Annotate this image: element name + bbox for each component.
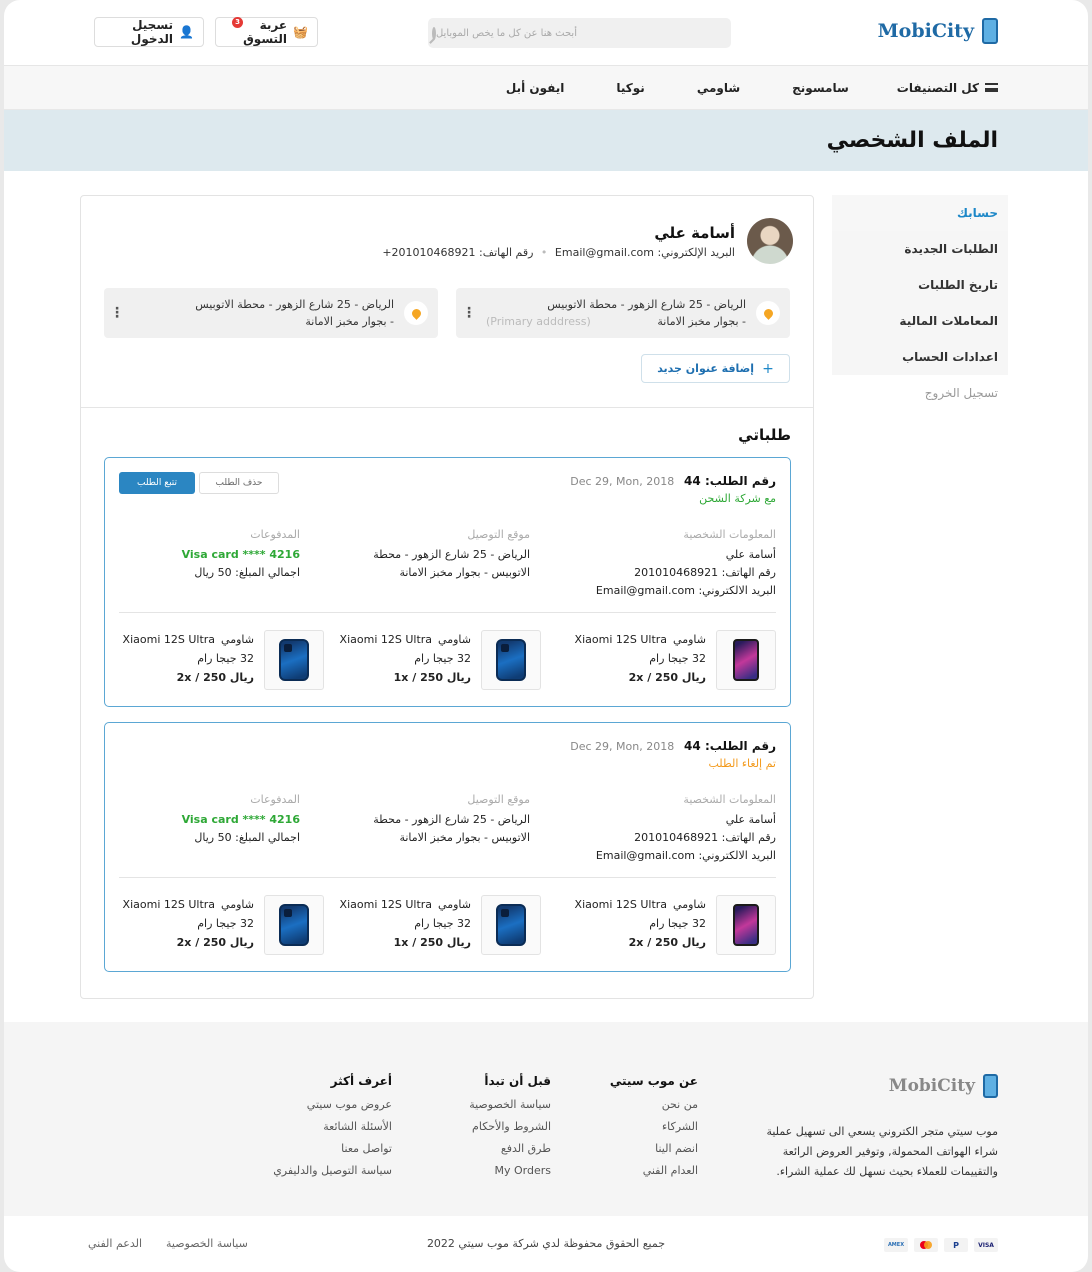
support-link[interactable]: الدعم الفني <box>88 1237 143 1250</box>
footer-link[interactable]: طرق الدفع <box>500 1142 551 1155</box>
divider <box>81 407 813 408</box>
menu-icon <box>985 83 998 92</box>
product-image <box>264 895 324 955</box>
order-products <box>119 630 776 692</box>
divider <box>119 877 776 878</box>
product-brand: شاومي <box>438 633 471 646</box>
profile-email: Email@gmail.com <box>554 245 654 259</box>
footer-link[interactable]: من نحن <box>661 1098 698 1111</box>
sidebar-item-order-history[interactable]: تاريخ الطلبات <box>832 267 1008 303</box>
product-storage: 32 جيجا رام <box>414 917 471 930</box>
user-icon: 👤 <box>179 25 194 39</box>
footer-link[interactable]: العدام الفني <box>642 1164 698 1177</box>
separator: • <box>540 245 548 259</box>
customer-name: أسامة علي <box>725 813 776 826</box>
page <box>4 0 1088 1272</box>
footer-link[interactable]: سياسة الخصوصية <box>469 1098 551 1111</box>
product-brand: شاومي <box>673 898 706 911</box>
delivery-line1: الرياض - 25 شارع الزهور - محطة <box>373 813 530 826</box>
address-line2: - بجوار مخبز الامانة <box>305 315 394 328</box>
footer-description: موب سيتي متجر الكتروني يسعي الى تسهيل عملية شراء الهواتف المحمولة, وتوفير العروض الرائعة والتقييمات للعملاء بحيث نسهل لك عملية الشراء. <box>766 1125 998 1178</box>
order-card <box>104 457 791 707</box>
login-button[interactable] <box>94 17 204 47</box>
delivery-line2: الاتوبيس - بجوار مخبز الامانة <box>399 566 530 579</box>
address-line1: الرياض - 25 شارع الزهور - محطة الاتوبيس <box>547 298 746 311</box>
footer-link[interactable]: الشركاء <box>661 1120 698 1133</box>
card-info: Visa card **** 4216 <box>181 548 300 561</box>
page-title: الملف الشخصي <box>826 128 998 153</box>
primary-address-tag: (Primary adddress) <box>486 315 591 328</box>
address-line1: الرياض - 25 شارع الزهور - محطة الاتوبيس <box>195 298 394 311</box>
order-number: 44 <box>684 739 701 753</box>
personal-info-heading: المعلومات الشخصية <box>683 793 776 806</box>
address-card[interactable] <box>104 288 438 338</box>
order-number-label: رقم الطلب: <box>704 474 776 488</box>
product-storage: 32 جيجا رام <box>649 917 706 930</box>
footer <box>4 1022 1088 1216</box>
sidebar-item-transactions[interactable]: المعاملات المالية <box>832 303 1008 339</box>
cart-button[interactable] <box>215 17 318 47</box>
address-line2: - بجوار مخبز الامانة <box>657 315 746 328</box>
more-icon[interactable]: ⋮ <box>110 305 124 321</box>
phone-label: رقم الهاتف: <box>721 831 776 844</box>
track-order-button[interactable]: تتبع الطلب <box>119 472 195 494</box>
customer-phone: 201010468921 <box>634 831 719 844</box>
footer-link[interactable]: انضم الينا <box>655 1142 698 1155</box>
product-image <box>264 630 324 690</box>
address-card-primary[interactable] <box>456 288 790 338</box>
product-brand: شاومي <box>438 898 471 911</box>
product-model: Xiaomi 12S Ultra <box>574 898 668 911</box>
product-model: Xiaomi 12S Ultra <box>122 633 216 646</box>
delivery-heading: موقع التوصيل <box>467 528 530 541</box>
product-storage: 32 جيجا رام <box>414 652 471 665</box>
footer-link[interactable]: My Orders <box>494 1164 551 1177</box>
delete-order-button[interactable]: حذف الطلب <box>199 472 279 494</box>
visa-icon: VISA <box>974 1238 998 1252</box>
product-model: Xiaomi 12S Ultra <box>574 633 668 646</box>
product-item[interactable] <box>575 630 776 690</box>
orders-title: طلباتي <box>738 426 791 444</box>
product-brand: شاومي <box>221 633 254 646</box>
order-total: اجمالي المبلغ: 50 ريال <box>194 566 300 579</box>
login-label: تسجيل الدخول <box>130 18 174 46</box>
product-storage: 32 جيجا رام <box>197 917 254 930</box>
address-text <box>486 296 746 330</box>
order-header <box>570 474 776 505</box>
plus-icon: + <box>762 360 774 377</box>
footer-link[interactable]: عروض موب سيتي <box>306 1098 392 1111</box>
address-text <box>134 296 394 330</box>
footer-link[interactable]: تواصل معنا <box>341 1142 392 1155</box>
privacy-link[interactable]: سياسة الخصوصية <box>166 1237 248 1250</box>
profile-card <box>80 195 814 999</box>
footer-column-before-start <box>469 1070 551 1182</box>
product-image <box>716 630 776 690</box>
basket-icon: 🧺 <box>293 25 308 39</box>
product-item[interactable] <box>123 630 324 690</box>
personal-info <box>576 791 776 865</box>
product-image <box>716 895 776 955</box>
nav-item-apple[interactable]: ايفون أبل <box>505 80 565 95</box>
search-input[interactable]: أبحث هنا عن كل ما يخص الموبايل <box>435 27 577 39</box>
paypal-icon: P <box>944 1238 968 1252</box>
order-date: Dec 29, Mon, 2018 <box>570 740 675 753</box>
footer-logo-text: MobiCity <box>888 1076 975 1096</box>
divider <box>119 612 776 613</box>
product-image <box>481 895 541 955</box>
order-number-label: رقم الطلب: <box>704 739 776 753</box>
product-price: ريال 250 / 1x <box>393 671 471 684</box>
sidebar-item-settings[interactable]: اعدادات الحساب <box>832 339 1008 375</box>
product-price: ريال 250 / 2x <box>176 671 254 684</box>
nav-item-xiaomi[interactable]: شاومي <box>696 80 741 95</box>
delivery-line2: الاتوبيس - بجوار مخبز الامانة <box>399 831 530 844</box>
product-image <box>481 630 541 690</box>
phone-logo-icon <box>982 18 998 44</box>
order-status: تم إلغاء الطلب <box>708 757 776 770</box>
avatar <box>747 218 793 264</box>
cart-count-badge: 3 <box>232 17 243 28</box>
customer-name: أسامة علي <box>725 548 776 561</box>
product-brand: شاومي <box>221 898 254 911</box>
footer-column-title: قبل أن تبدأ <box>484 1074 551 1088</box>
footer-logo[interactable] <box>889 1074 998 1098</box>
phone-logo-icon <box>983 1074 998 1098</box>
order-details <box>119 526 776 606</box>
customer-phone: 201010468921 <box>634 566 719 579</box>
page-banner <box>4 110 1088 171</box>
logo[interactable] <box>878 18 998 44</box>
personal-info-heading: المعلومات الشخصية <box>683 528 776 541</box>
cart-label: عربة التسوق <box>243 18 288 46</box>
footer-link[interactable]: سياسة التوصيل والدليفري <box>273 1164 392 1177</box>
order-details <box>119 791 776 871</box>
profile-summary <box>382 218 793 264</box>
product-price: ريال 250 / 2x <box>628 936 706 949</box>
order-card <box>104 722 791 972</box>
product-brand: شاومي <box>673 633 706 646</box>
profile-contact <box>382 246 735 259</box>
all-categories-label: كل التصنيفات <box>896 80 979 95</box>
delivery-heading: موقع التوصيل <box>467 793 530 806</box>
footer-link[interactable]: الشروط والأحكام <box>472 1120 551 1133</box>
email-label: البريد الالكتروني: <box>698 584 776 597</box>
product-storage: 32 جيجا رام <box>197 652 254 665</box>
delivery-location <box>330 791 530 847</box>
delivery-line1: الرياض - 25 شارع الزهور - محطة <box>373 548 530 561</box>
bottom-bar <box>4 1216 1088 1272</box>
sidebar-item-account[interactable]: حسابك <box>832 195 1008 231</box>
product-model: Xiaomi 12S Ultra <box>122 898 216 911</box>
footer-column-about <box>610 1070 698 1182</box>
nav-item-samsung[interactable]: سامسونج <box>792 80 849 95</box>
order-total: اجمالي المبلغ: 50 ريال <box>194 831 300 844</box>
product-model: Xiaomi 12S Ultra <box>339 898 433 911</box>
product-item[interactable] <box>123 895 324 955</box>
copyright: جميع الحقوق محفوظة لدي شركة موب سيتي 2022 <box>426 1237 666 1250</box>
footer-column-title: أعرف أكثر <box>330 1074 392 1088</box>
bottom-links <box>88 1237 248 1250</box>
customer-email: Email@gmail.com <box>595 849 695 862</box>
nav-item-nokia[interactable]: نوكيا <box>616 80 645 95</box>
product-item[interactable] <box>340 630 541 690</box>
phone-label: رقم الهاتف: <box>479 245 534 259</box>
payments-heading: المدفوعات <box>250 793 300 806</box>
pin-icon <box>756 301 780 325</box>
order-header <box>570 739 776 770</box>
product-item[interactable] <box>340 895 541 955</box>
add-address-button[interactable] <box>641 354 790 383</box>
product-price: ريال 250 / 1x <box>393 936 471 949</box>
payments-heading: المدفوعات <box>250 528 300 541</box>
all-categories-button[interactable] <box>897 81 998 95</box>
order-number: 44 <box>684 474 701 488</box>
account-sidebar <box>832 195 1008 411</box>
payments <box>150 791 300 847</box>
order-date: Dec 29, Mon, 2018 <box>570 475 675 488</box>
customer-email: Email@gmail.com <box>595 584 695 597</box>
card-info: Visa card **** 4216 <box>181 813 300 826</box>
order-actions <box>119 472 279 494</box>
product-price: ريال 250 / 2x <box>628 671 706 684</box>
order-status: مع شركة الشحن <box>699 492 776 505</box>
order-products <box>119 895 776 957</box>
phone-label: رقم الهاتف: <box>721 566 776 579</box>
pin-icon <box>404 301 428 325</box>
logo-text: MobiCity <box>877 20 974 42</box>
product-model: Xiaomi 12S Ultra <box>339 633 433 646</box>
product-storage: 32 جيجا رام <box>649 652 706 665</box>
sidebar-item-logout[interactable]: تسجيل الخروج <box>832 375 1008 411</box>
footer-column-learn-more <box>273 1070 392 1182</box>
category-nav <box>4 66 1088 110</box>
more-icon[interactable]: ⋮ <box>462 305 476 321</box>
footer-column-title: عن موب سيتي <box>609 1074 698 1088</box>
product-price: ريال 250 / 2x <box>176 936 254 949</box>
delivery-location <box>330 526 530 582</box>
add-address-label: إضافة عنوان جديد <box>657 362 755 375</box>
sidebar-item-new-orders[interactable]: الطلبات الجديدة <box>832 231 1008 267</box>
search-icon[interactable] <box>432 27 436 40</box>
amex-icon: AMEX <box>884 1238 908 1252</box>
search-bar[interactable] <box>428 18 731 48</box>
footer-link[interactable]: الأسئلة الشائعة <box>323 1120 392 1133</box>
personal-info <box>576 526 776 600</box>
product-item[interactable] <box>575 895 776 955</box>
profile-phone: +201010468921 <box>382 245 476 259</box>
email-label: البريد الالكتروني: <box>698 849 776 862</box>
top-header <box>4 0 1088 66</box>
payments <box>150 526 300 582</box>
email-label: البريد الإلكتروني: <box>657 245 735 259</box>
profile-name: أسامة علي <box>654 223 735 242</box>
